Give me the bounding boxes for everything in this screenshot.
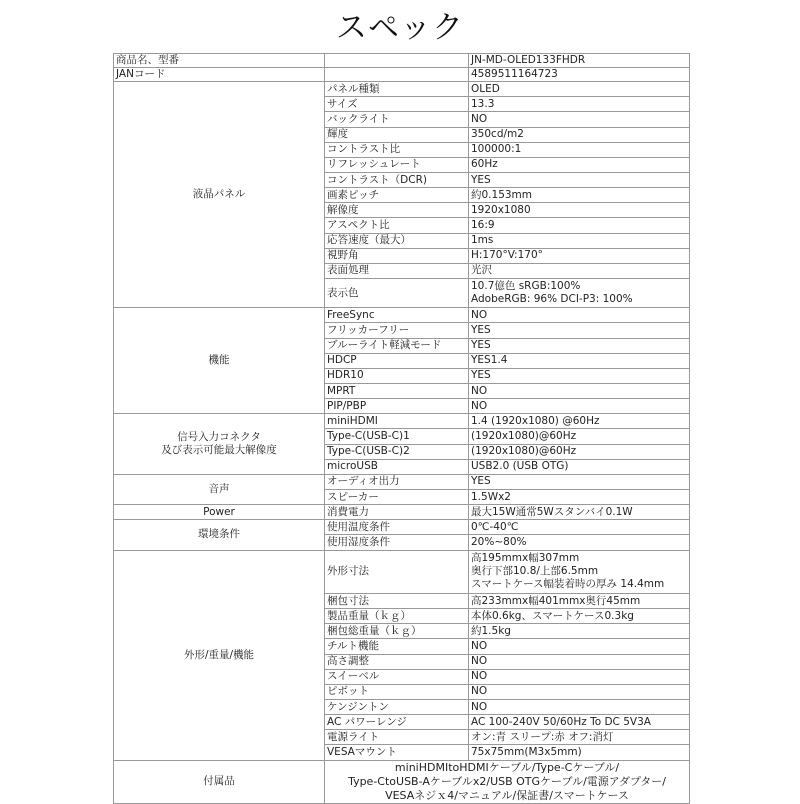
spec-value-line: NO — [471, 700, 488, 713]
spec-name: 輝度 — [325, 127, 469, 142]
spec-value — [469, 353, 690, 368]
spec-value-line: 高233mmx幅401mmx奥行45mm — [471, 594, 641, 607]
row-label: 商品名、型番 — [114, 54, 325, 68]
spec-value — [469, 399, 690, 414]
spec-value — [469, 474, 690, 489]
group-label-line: 信号入力コネクタ — [177, 430, 261, 443]
spec-value-line: NO — [471, 308, 488, 321]
table-row — [114, 82, 690, 97]
spec-value-line: 高195mmx幅307mm — [471, 552, 580, 565]
spec-value-line: YES — [471, 339, 491, 352]
spec-value-line: NO — [471, 639, 488, 652]
spec-value-line: NO — [471, 685, 488, 698]
spec-value — [469, 368, 690, 383]
group-label-line: 音声 — [208, 482, 230, 495]
group-label-line: 外形/重量/機能 — [183, 648, 255, 661]
spec-value-line: (1920x1080)@60Hz — [471, 445, 577, 458]
group-label — [114, 505, 325, 520]
row-value: JN-MD-OLED133FHDR — [469, 54, 690, 68]
spec-value — [469, 157, 690, 172]
group-label-line: 液晶パネル — [192, 188, 246, 201]
spec-value — [469, 248, 690, 263]
table-row — [114, 505, 690, 520]
spec-name: HDCP — [325, 353, 469, 368]
spec-value — [469, 82, 690, 97]
spec-value-line: YES1.4 — [471, 354, 508, 367]
spec-name: コントラスト（DCR) — [325, 173, 469, 188]
spec-value-line: 75x75mm(M3x5mm) — [471, 745, 582, 758]
spec-value-line: NO — [471, 655, 488, 668]
spec-name: Type-C(USB-C)2 — [325, 444, 469, 459]
spec-value — [469, 535, 690, 550]
spec-value — [469, 459, 690, 474]
spec-value-line: 0℃-40℃ — [471, 520, 519, 533]
spec-name: PIP/PBP — [325, 399, 469, 414]
group-label-line: Power — [203, 505, 235, 518]
spec-value — [469, 520, 690, 535]
empty-cell — [325, 54, 469, 68]
spec-value — [469, 730, 690, 745]
spec-value-line: AC 100-240V 50/60Hz To DC 5V3A — [471, 715, 651, 728]
table-row — [114, 54, 690, 68]
spec-name: 画素ピッチ — [325, 188, 469, 203]
spec-value — [469, 384, 690, 399]
spec-value — [469, 609, 690, 624]
spec-value-line: 約1.5kg — [471, 624, 511, 637]
spec-name: サイズ — [325, 97, 469, 112]
accessories-list — [325, 760, 690, 803]
group-label-line: 環境条件 — [198, 528, 240, 541]
spec-name: HDR10 — [325, 368, 469, 383]
spec-value — [469, 505, 690, 520]
spec-name: 梱包寸法 — [325, 594, 469, 609]
spec-name: microUSB — [325, 459, 469, 474]
spec-value — [469, 684, 690, 699]
spec-name: 高さ調整 — [325, 654, 469, 669]
spec-value-line: 1920x1080 — [471, 203, 531, 216]
spec-value-line: 光沢 — [471, 264, 492, 277]
spec-name: 表示色 — [325, 279, 469, 308]
spec-name: Type-C(USB-C)1 — [325, 429, 469, 444]
spec-value — [469, 263, 690, 278]
spec-value-line: YES — [471, 173, 491, 186]
spec-value — [469, 444, 690, 459]
spec-value — [469, 203, 690, 218]
spec-value-line: YES — [471, 475, 491, 488]
spec-value — [469, 745, 690, 760]
accessory-line: VESAネジｘ4/マニュアル/保証書/スマートケース — [385, 788, 629, 802]
spec-table — [113, 53, 690, 804]
spec-name: FreeSync — [325, 308, 469, 323]
spec-value — [469, 490, 690, 505]
spec-value-line: 奥行下部10.8/上部6.5mm — [471, 565, 599, 578]
spec-name: ケンジントン — [325, 699, 469, 714]
group-label — [114, 520, 325, 550]
table-row — [114, 520, 690, 535]
spec-value — [469, 218, 690, 233]
table-row — [114, 550, 690, 593]
spec-value-line: 100000:1 — [471, 143, 522, 156]
spec-name: パネル種類 — [325, 82, 469, 97]
spec-value-line: USB2.0 (USB OTG) — [471, 460, 569, 473]
spec-name: 外形寸法 — [325, 550, 469, 593]
group-label-line: 機能 — [208, 354, 230, 367]
group-label — [114, 308, 325, 414]
spec-value — [469, 429, 690, 444]
spec-value — [469, 338, 690, 353]
page-title: スペック — [336, 10, 464, 46]
spec-value-line: NO — [471, 399, 488, 412]
spec-value — [469, 669, 690, 684]
spec-value-line: OLED — [471, 82, 500, 95]
spec-value-line: 1.5Wx2 — [471, 490, 511, 503]
spec-value — [469, 233, 690, 248]
spec-value-line: NO — [471, 112, 488, 125]
row-label: JANコード — [114, 68, 325, 82]
spec-value-line: 1ms — [471, 234, 494, 247]
spec-value-line: 13.3 — [471, 97, 495, 110]
spec-name: スイーベル — [325, 669, 469, 684]
spec-name: バックライト — [325, 112, 469, 127]
row-value: 4589511164723 — [469, 68, 690, 82]
spec-value — [469, 550, 690, 593]
spec-value — [469, 127, 690, 142]
spec-value — [469, 188, 690, 203]
spec-name: スピーカー — [325, 490, 469, 505]
table-row — [114, 308, 690, 323]
spec-value-line: 最大15W通常5Wスタンバイ0.1W — [471, 505, 633, 518]
accessory-line: miniHDMItoHDMIケーブル/Type-Cケーブル/ — [394, 760, 620, 774]
spec-value — [469, 323, 690, 338]
spec-name: miniHDMI — [325, 414, 469, 429]
spec-value-line: (1920x1080)@60Hz — [471, 429, 577, 442]
spec-value — [469, 308, 690, 323]
spec-name: 使用湿度条件 — [325, 535, 469, 550]
spec-value-line: NO — [471, 384, 488, 397]
spec-value — [469, 279, 690, 308]
group-label: 付属品 — [114, 760, 325, 803]
group-label — [114, 550, 325, 760]
spec-name: 梱包総重量（ｋｇ） — [325, 624, 469, 639]
spec-value — [469, 699, 690, 714]
spec-name: 表面処理 — [325, 263, 469, 278]
spec-value-line: 1.4 (1920x1080) @60Hz — [471, 414, 600, 427]
spec-value-line: YES — [471, 323, 491, 336]
spec-name: 消費電力 — [325, 505, 469, 520]
spec-value-line: 20%~80% — [471, 535, 527, 548]
spec-value-line: オン:青 スリープ:赤 オフ:消灯 — [471, 730, 614, 743]
spec-name: 使用温度条件 — [325, 520, 469, 535]
spec-value-line: 本体0.6kg、スマートケース0.3kg — [471, 609, 634, 622]
spec-value-line: H:170°V:170° — [471, 249, 543, 262]
spec-name: アスペクト比 — [325, 218, 469, 233]
spec-name: チルト機能 — [325, 639, 469, 654]
spec-name: 製品重量（ｋｇ） — [325, 609, 469, 624]
spec-name: オーディオ出力 — [325, 474, 469, 489]
spec-value-line: NO — [471, 670, 488, 683]
spec-name: 視野角 — [325, 248, 469, 263]
spec-value-line: 350cd/m2 — [471, 128, 524, 141]
accessory-line: Type-CtoUSB-Aケーブルx2/USB OTGケーブル/電源アダプター/ — [348, 774, 666, 788]
spec-value — [469, 97, 690, 112]
spec-value-line: 約0.153mm — [471, 188, 533, 201]
spec-value — [469, 112, 690, 127]
spec-value-line: 16:9 — [471, 218, 495, 231]
spec-name: コントラスト比 — [325, 142, 469, 157]
spec-value-line: スマートケース幅装着時の厚み 14.4mm — [471, 578, 665, 591]
spec-name: 電源ライト — [325, 730, 469, 745]
spec-name: VESAマウント — [325, 745, 469, 760]
spec-name: MPRT — [325, 384, 469, 399]
spec-name: AC パワーレンジ — [325, 715, 469, 730]
spec-value — [469, 639, 690, 654]
group-label-line: 及び表示可能最大解像度 — [161, 444, 277, 457]
spec-name: ピボット — [325, 684, 469, 699]
empty-cell — [325, 68, 469, 82]
spec-value-line: AdobeRGB: 96% DCI-P3: 100% — [471, 293, 633, 306]
spec-name: 解像度 — [325, 203, 469, 218]
spec-value-line: 10.7億色 sRGB:100% — [471, 280, 581, 293]
spec-name: フリッカーフリー — [325, 323, 469, 338]
spec-value — [469, 414, 690, 429]
spec-value-line: YES — [471, 369, 491, 382]
spec-value — [469, 624, 690, 639]
spec-name: ブルーライト軽減モード — [325, 338, 469, 353]
spec-value — [469, 594, 690, 609]
group-label — [114, 82, 325, 308]
table-row — [114, 68, 690, 82]
group-label — [114, 474, 325, 504]
spec-value — [469, 173, 690, 188]
table-row — [114, 414, 690, 429]
spec-value — [469, 654, 690, 669]
spec-name: 応答速度（最大） — [325, 233, 469, 248]
table-row — [114, 474, 690, 489]
spec-value-line: 60Hz — [471, 158, 498, 171]
accessories-row — [114, 760, 690, 803]
spec-value — [469, 142, 690, 157]
group-label — [114, 414, 325, 475]
spec-value — [469, 715, 690, 730]
spec-name: リフレッシュレート — [325, 157, 469, 172]
